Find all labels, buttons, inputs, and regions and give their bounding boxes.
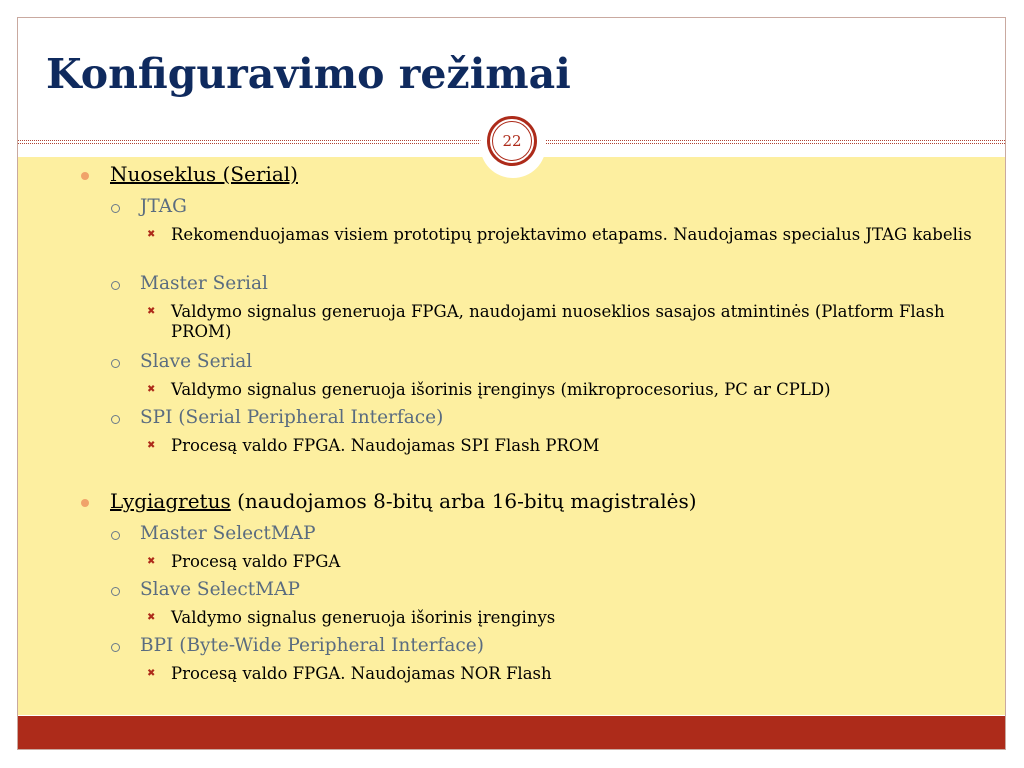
section-heading-label: Nuoseklus (Serial) (110, 162, 298, 186)
mode-detail: Valdymo signalus generuoja išorinis įrenginys (171, 608, 556, 627)
bullet-circle-icon (111, 415, 120, 424)
bullet-dot-icon (81, 172, 89, 180)
mode-detail: Rekomenduojamas visiem prototipų projektavimo etapams. Naudojamas specialus JTAG kabelis (171, 225, 972, 244)
bullet-circle-icon (111, 359, 120, 368)
mode-label: BPI (Byte-Wide Peripheral Interface) (140, 635, 484, 656)
mode-detail: Procesą valdo FPGA. Naudojamas SPI Flash PROM (171, 436, 600, 455)
mode-detail: Valdymo signalus generuoja FPGA, naudojami nuoseklios sasajos atmintinės (Platform Flash PROM) (171, 302, 945, 341)
bullet-circle-icon (111, 204, 120, 213)
bullet-circle-icon (111, 587, 120, 596)
mode-label: Slave Serial (140, 351, 253, 372)
mode-label: Master SelectMAP (140, 523, 316, 544)
section-heading-suffix: (naudojamos 8-bitų arba 16-bitų magistralės) (230, 489, 697, 513)
mode-label: Master Serial (140, 273, 268, 294)
bullet-star-icon: ✖ (147, 556, 156, 567)
bullet-star-icon: ✖ (147, 668, 156, 679)
section-heading (110, 489, 697, 513)
page-number-badge (487, 116, 537, 166)
section-heading (110, 162, 298, 186)
footer-bar (18, 716, 1005, 749)
bullet-star-icon: ✖ (147, 440, 156, 451)
mode-label: Slave SelectMAP (140, 579, 300, 600)
bullet-star-icon: ✖ (147, 306, 156, 317)
bullet-star-icon: ✖ (147, 612, 156, 623)
page-number: 22 (502, 132, 522, 150)
mode-detail: Valdymo signalus generuoja išorinis įrenginys (mikroprocesorius, PC ar CPLD) (171, 380, 831, 399)
mode-label: SPI (Serial Peripheral Interface) (140, 407, 444, 428)
bullet-dot-icon (81, 499, 89, 507)
section-heading-label: Lygiagretus (110, 489, 231, 513)
bullet-circle-icon (111, 531, 120, 540)
mode-label: JTAG (140, 196, 187, 217)
mode-detail: Procesą valdo FPGA (171, 552, 341, 571)
slide-title: Konfiguravimo režimai (46, 50, 571, 98)
bullet-star-icon: ✖ (147, 384, 156, 395)
bullet-circle-icon (111, 643, 120, 652)
mode-detail: Procesą valdo FPGA. Naudojamas NOR Flash (171, 664, 552, 683)
bullet-circle-icon (111, 281, 120, 290)
bullet-star-icon: ✖ (147, 229, 156, 240)
